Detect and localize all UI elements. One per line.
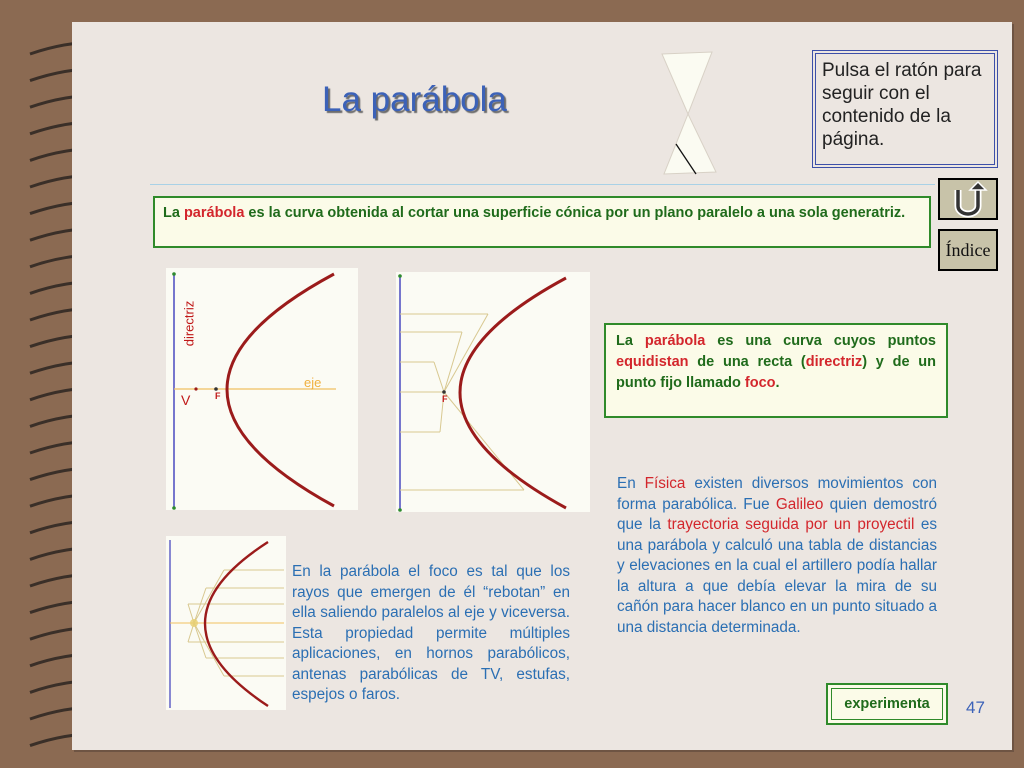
physics-text <box>617 474 937 638</box>
cone-illustration <box>650 48 730 178</box>
axis-label: eje <box>304 375 322 390</box>
index-button[interactable]: Índice <box>938 229 998 271</box>
definition-conic-box <box>153 196 931 248</box>
term-parabola: parábola <box>644 333 706 349</box>
physics-text-part: quien demostró que la <box>617 495 937 533</box>
definition-text: es una curva cuyos puntos <box>705 333 936 349</box>
physics-text-part: En <box>617 475 645 492</box>
page-number: 47 <box>966 698 985 717</box>
term-galileo: Galileo <box>775 495 824 513</box>
term-directriz: directriz <box>805 354 863 370</box>
definition-text: La <box>163 205 184 221</box>
focus-label: F <box>442 394 448 404</box>
definition-text: La <box>616 333 645 349</box>
parabola-reflection-figure <box>166 536 286 710</box>
term-equidistan: equidistan <box>616 354 689 370</box>
focus-property-text: En la parábola el foco es tal que los rayos que emergen de él “rebotan” en ella saliendo paralelos al eje y viceversa. Esta propiedad permite múltiples aplicaciones, en hornos parabólicos, antenas parabólicas de TV, estufas, espejos o faros. <box>292 563 570 703</box>
definition-equidistance-box <box>604 323 948 418</box>
focus-label: F <box>215 391 221 401</box>
page-title: La parábola <box>322 80 507 119</box>
click-hint-box: Pulsa el ratón para seguir con el contenido de la página. <box>812 50 998 168</box>
return-arrow-icon <box>940 180 996 218</box>
definition-text: . <box>775 375 780 391</box>
vertex-label: V <box>181 392 191 408</box>
term-foco: foco <box>744 375 776 391</box>
experiment-button[interactable]: experimenta <box>826 683 948 725</box>
definition-text: ) y de un punto fijo llamado <box>616 354 936 391</box>
physics-text-part: es una parábola y calculó una tabla de distancias y elevaciones en la cual el artillero podía hallar la altura a que debía elevar la mira de su cañón para hacer blanco en un punto situado a una distancia determinada. <box>617 516 937 636</box>
physics-text-part: existen diversos movimientos con forma parabólica. Fue <box>617 475 937 513</box>
directrix-label: directriz <box>181 300 197 347</box>
term-trayectoria: trayectoria seguida por un proyectil <box>667 516 915 533</box>
definition-text: es la curva obtenida al cortar una superficie cónica por un plano paralelo a una sola generatriz. <box>244 205 906 221</box>
term-parabola: parábola <box>183 205 245 221</box>
parabola-equidistance-figure <box>396 272 590 512</box>
term-fisica: Física <box>644 475 686 492</box>
definition-text: de una recta ( <box>688 354 806 370</box>
parabola-directrix-figure <box>166 268 358 510</box>
header-divider <box>150 184 935 185</box>
back-button[interactable] <box>938 178 998 220</box>
